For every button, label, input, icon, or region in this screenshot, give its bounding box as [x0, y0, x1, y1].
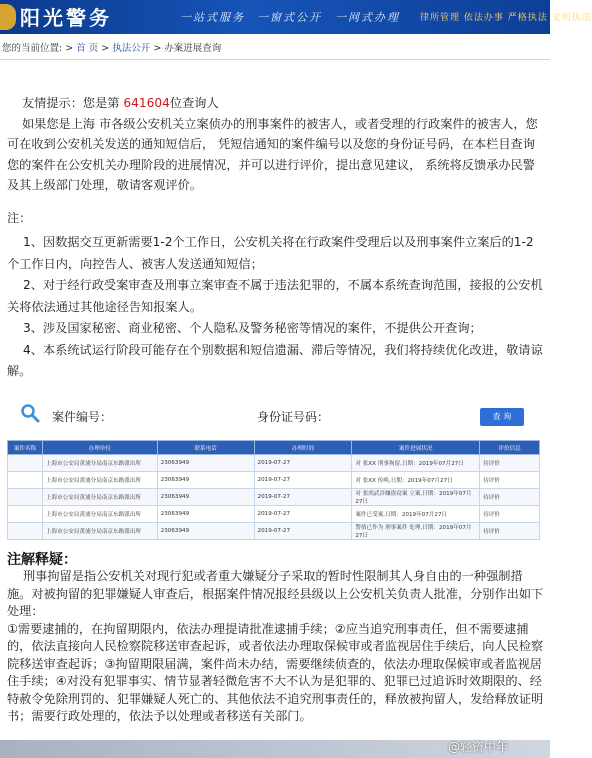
- qa-body: [7, 568, 544, 726]
- banner-slogan: 一网式办理: [335, 11, 400, 24]
- query-button[interactable]: 查 询: [480, 408, 524, 426]
- unit-cell: 上海市公安局黄浦分局南京东路派出所: [42, 523, 157, 540]
- tip-paragraph: 如果您是上海 市各级公安机关立案侦办的刑事案件的被害人，或者受理的行政案件的被害人，您可在收到公安机关发送的通知短信后， 凭短信通知的案件编号以及您的身份证号码，在本栏目查询您的案件在公安机关办理阶段的进展情况，并可以进行评价，提出意见建议， 系统将反馈承办民警及其上级部门处理，敬请客观评价。: [7, 116, 538, 193]
- progress-cell: 对 张XX 传唤,日期：2019年07月27日: [352, 472, 480, 489]
- qa-paragraph: 刑事拘留是指公安机关对现行犯或者重大嫌疑分子采取的暂时性限制其人身自由的一种强制措施。对被拘留的犯罪嫌疑人审查后，根据案件情况报经县级以上公安机关负责人批准，分别作出如下处理：: [7, 569, 544, 618]
- phone-cell: 23063949: [157, 506, 254, 523]
- case-name-cell: [8, 472, 43, 489]
- unit-cell: 上海市公安局黄浦分局南京东路派出所: [42, 506, 157, 523]
- id-number-label: 身份证号码：: [257, 410, 330, 424]
- rating-cell[interactable]: 待评价: [480, 472, 540, 489]
- phone-cell: 23063949: [157, 523, 254, 540]
- time-cell: 2019-07-27: [254, 489, 352, 506]
- friendly-tip: [7, 93, 544, 196]
- table-row[interactable]: [8, 506, 540, 523]
- visitor-count: 641604: [123, 96, 170, 110]
- rating-cell[interactable]: 待评价: [480, 506, 540, 523]
- note-item: 1、因数据交互更新需要1-2个工作日，公安机关将在行政案件受理后以及刑事案件立案后的1-2个工作日内，向控告人、被害人发送通知短信；: [7, 235, 534, 271]
- weibo-watermark: [448, 738, 508, 755]
- rating-cell[interactable]: 待评价: [480, 523, 540, 540]
- case-number-input[interactable]: [123, 409, 233, 423]
- note-item: 4、本系统试运行阶段可能存在个别数据和短信遗漏、滞后等情况，我们将持续优化改进，敬请谅解。: [7, 342, 543, 378]
- case-name-cell: [8, 523, 43, 540]
- case-number-label: 案件编号：: [52, 410, 113, 424]
- breadcrumb-enforcement-link[interactable]: 执法公开: [112, 43, 151, 54]
- watermark-text: @轻资中年: [448, 740, 509, 754]
- qa-paragraph: ①需要逮捕的，在拘留期限内，依法办理提请批准逮捕手续；②应当追究刑事责任，但不需要逮捕的，依法直接向人民检察院移送审查起诉，或者依法办理取保候审或者监视居住手续后，向人民检察院移送审查起诉；③拘留期限届满，案件尚未办结，需要继续侦查的，依法办理取保候审或者监视居住手续；④对没有犯罪事实、情节显著轻微危害不大不认为是犯罪的、犯罪已过追诉时效期限的、经特赦令免除刑罚的、犯罪嫌疑人死亡的、其他依法不追究刑事责任的，释放被拘留人，发给释放证明书；需要行政处理的，依法予以处理或者移送有关部门。: [7, 621, 544, 723]
- progress-cell: 案件已受案,日期：2019年07月27日: [352, 506, 480, 523]
- breadcrumb-current: 办案进展查询: [164, 43, 222, 54]
- breadcrumb-separator: >: [65, 43, 77, 54]
- phone-cell: 23063949: [157, 489, 254, 506]
- table-row[interactable]: [8, 455, 540, 472]
- time-cell: 2019-07-27: [254, 455, 352, 472]
- progress-cell: 警情已作为 刑事案件 处理,日期：2019年07月27日: [352, 523, 480, 540]
- case-name-cell: [8, 489, 43, 506]
- results-table: [7, 440, 540, 540]
- rating-cell[interactable]: 待评价: [480, 455, 540, 472]
- breadcrumb: [0, 40, 550, 58]
- note-item: 3、涉及国家秘密、商业秘密、个人隐私及警务秘密等情况的案件，不提供公开查询；: [23, 321, 482, 335]
- table-row[interactable]: [8, 489, 540, 506]
- col-unit: 办理单位: [42, 441, 157, 455]
- breadcrumb-prefix: 您的当前位置:: [2, 43, 63, 54]
- tip-suffix: 位查询人: [169, 96, 219, 110]
- notes-list: [7, 232, 544, 383]
- notes-heading: 注：: [7, 211, 32, 225]
- case-name-cell: [8, 455, 43, 472]
- unit-cell: 上海市公安局黄浦分局南京东路派出所: [42, 455, 157, 472]
- col-phone: 联系电话: [157, 441, 254, 455]
- breadcrumb-separator: >: [101, 43, 113, 54]
- note-item: 2、对于经行政受案审查及刑事立案审查不属于违法犯罪的，不属本系统查询范围，接报的公安机关将依法通过其他途径告知报案人。: [7, 278, 543, 314]
- police-badge-icon: [0, 4, 16, 30]
- col-rating: 评价信息: [480, 441, 540, 455]
- phone-cell: 23063949: [157, 455, 254, 472]
- tip-prefix: 友情提示：您是第: [22, 96, 124, 110]
- table-row[interactable]: [8, 472, 540, 489]
- time-cell: 2019-07-27: [254, 472, 352, 489]
- col-time: 办理时间: [254, 441, 352, 455]
- unit-cell: 上海市公安局黄浦分局南京东路派出所: [42, 472, 157, 489]
- time-cell: 2019-07-27: [254, 506, 352, 523]
- breadcrumb-home-link[interactable]: 首 页: [76, 43, 99, 54]
- col-progress: 案件进展状况: [352, 441, 480, 455]
- rating-cell[interactable]: 待评价: [480, 489, 540, 506]
- table-row[interactable]: [8, 523, 540, 540]
- divider: [0, 59, 550, 60]
- case-name-cell: [8, 506, 43, 523]
- search-icon: [20, 403, 40, 423]
- banner-motto: 律所管理 依法办事 严格执法 文明执法: [420, 13, 592, 23]
- id-number-input[interactable]: [350, 409, 460, 423]
- time-cell: 2019-07-27: [254, 523, 352, 540]
- visitor-counter-line: [7, 93, 544, 114]
- table-header-row: [8, 441, 540, 455]
- unit-cell: 上海市公安局黄浦分局南京东路派出所: [42, 489, 157, 506]
- breadcrumb-separator: >: [153, 43, 165, 54]
- site-banner: [0, 0, 592, 34]
- progress-cell: 对 张尚武涉嫌盗窃案 立案,日期：2019年07月27日: [352, 489, 480, 506]
- site-title: 阳光警务: [20, 6, 112, 30]
- phone-cell: 23063949: [157, 472, 254, 489]
- qa-heading: 注解释疑：: [7, 552, 77, 568]
- progress-cell: 对 张XX 刑事拘留,日期：2019年07月27日: [352, 455, 480, 472]
- search-bar: [20, 403, 525, 431]
- banner-slogan: 一站式服务: [180, 11, 245, 24]
- col-case-name: 案件名称: [8, 441, 43, 455]
- banner-slogan: 一窗式公开: [257, 11, 322, 24]
